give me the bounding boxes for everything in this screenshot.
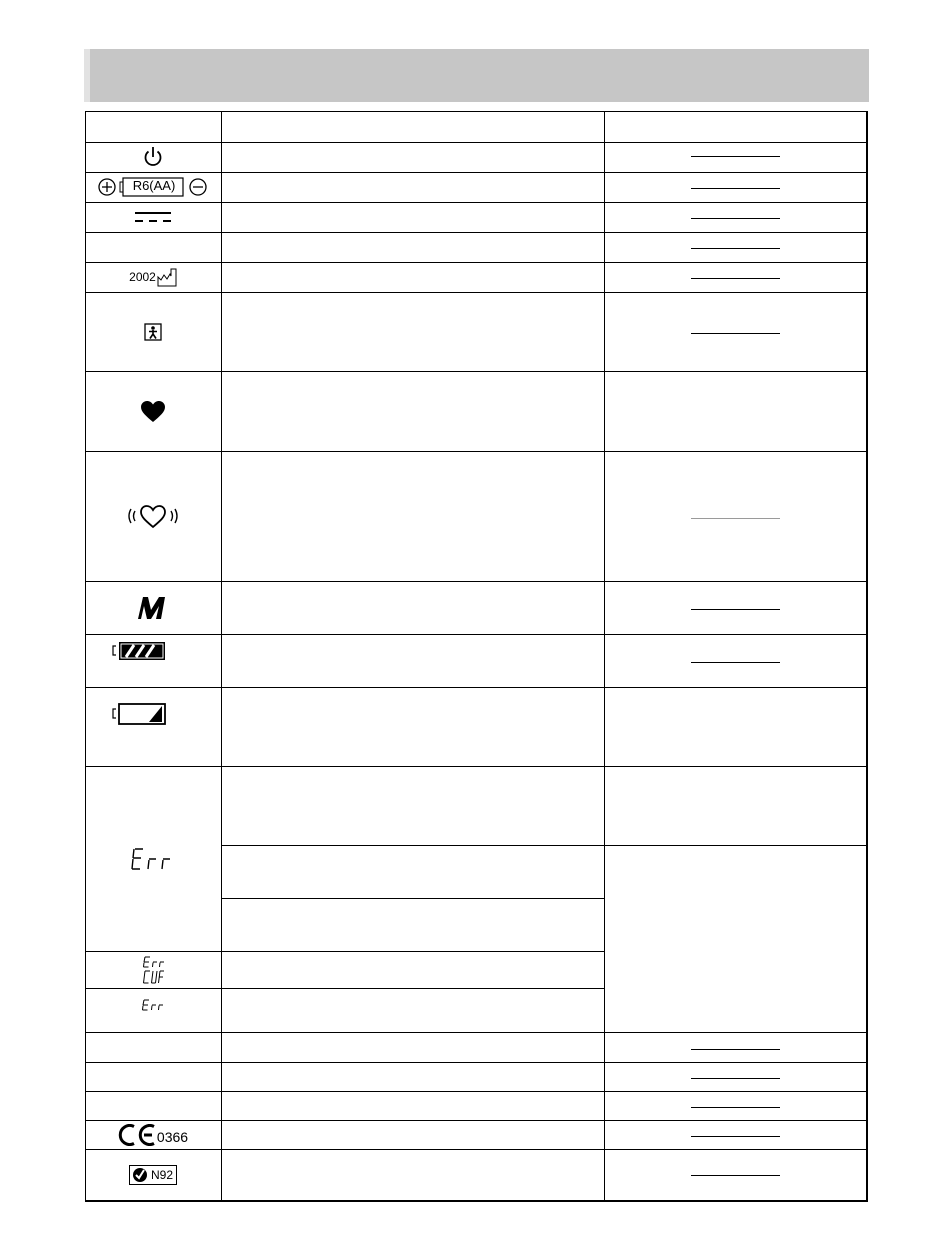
- irregular-heartbeat-icon: [85, 451, 221, 581]
- err-small-icon: [85, 988, 221, 1032]
- direct-current-icon: [85, 202, 221, 232]
- battery-full-icon: [85, 634, 221, 687]
- err-cuf-icon: [85, 951, 221, 988]
- power-standby-icon: [85, 142, 221, 172]
- c-tick-icon: [85, 1149, 221, 1200]
- ce-mark-icon: [85, 1120, 221, 1149]
- bf-applied-part-icon: [85, 292, 221, 371]
- manufacture-year: 2002: [129, 270, 156, 284]
- heart-icon: [85, 371, 221, 451]
- battery-polarity-icon: [85, 172, 221, 202]
- ce-notified-body: 0366: [156, 1129, 189, 1145]
- header-bar: [84, 49, 869, 102]
- memory-icon: [85, 581, 221, 634]
- err-icon: [85, 766, 221, 951]
- symbol-table: [85, 111, 868, 1202]
- battery-low-icon: [85, 687, 221, 766]
- c-tick-label: N92: [150, 1167, 173, 1182]
- manufacture-date-icon: [85, 262, 221, 292]
- battery-type-label: R6(AA): [132, 178, 176, 193]
